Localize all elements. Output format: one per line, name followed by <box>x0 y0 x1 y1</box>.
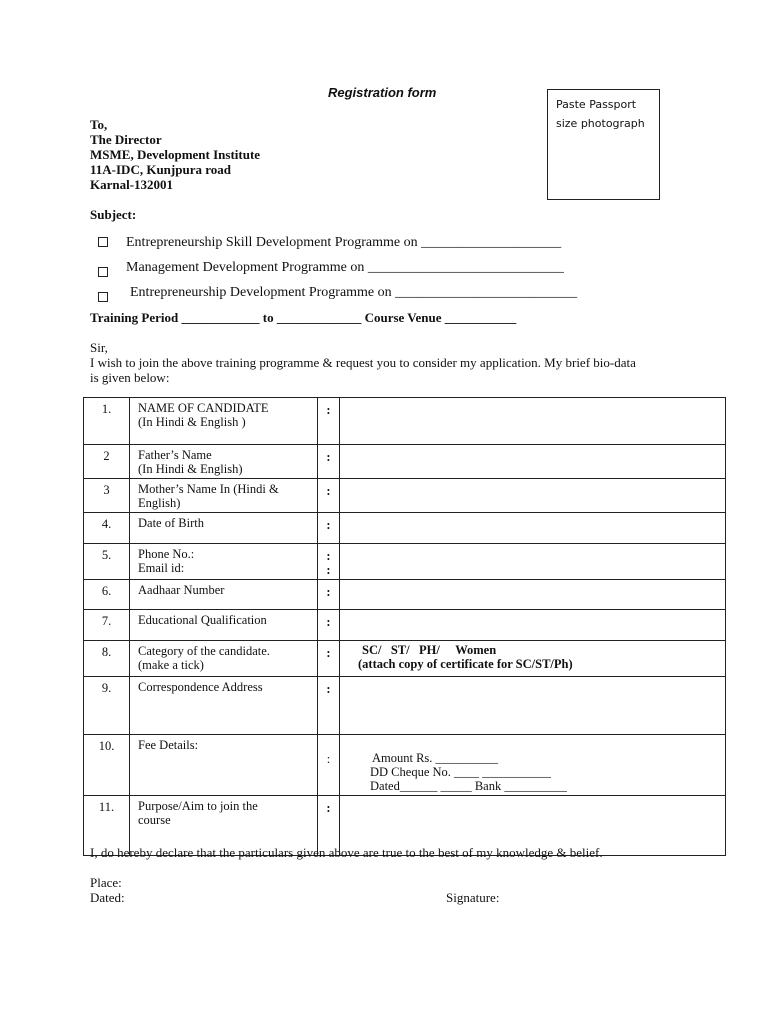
address-line3: 11A-IDC, Kunjpura road <box>90 162 231 177</box>
passport-photo-box[interactable] <box>547 89 660 200</box>
row-colon: : <box>318 513 340 544</box>
programme-2-label: Management Development Programme on ____________________________ <box>126 260 564 275</box>
form-title: Registration form <box>328 85 437 100</box>
row-number: 1. <box>84 398 130 445</box>
row-colon: : <box>318 580 340 610</box>
row-label: Category of the candidate. (make a tick) <box>130 641 318 677</box>
fee-amount: Amount Rs. __________ <box>372 751 499 765</box>
subject-label: Subject: <box>90 207 137 222</box>
table-row <box>84 544 726 580</box>
programme-2-checkbox[interactable] <box>98 267 108 277</box>
row-colon: : <box>318 610 340 641</box>
row-number: 6. <box>84 580 130 610</box>
row-label: NAME OF CANDIDATE (In Hindi & English ) <box>130 398 318 445</box>
father-name-field[interactable] <box>340 445 726 479</box>
row-label: Phone No.: Email id: <box>130 544 318 580</box>
table-row <box>84 479 726 513</box>
row-number: 5. <box>84 544 130 580</box>
address-to: To, <box>90 117 108 132</box>
qualification-field[interactable] <box>340 610 726 641</box>
address-line2: MSME, Development Institute <box>90 147 261 162</box>
letter-body <box>90 340 636 385</box>
training-to-label: to _____________ <box>262 310 362 325</box>
row-number: 4. <box>84 513 130 544</box>
row-label: Mother’s Name In (Hindi & English) <box>130 479 318 513</box>
category-note: (attach copy of certificate for SC/ST/Ph) <box>358 657 573 671</box>
table-row <box>84 677 726 735</box>
row-number: 8. <box>84 641 130 677</box>
row-number: 2 <box>84 445 130 479</box>
row-colon: : <box>318 735 340 796</box>
programme-3-label: Entrepreneurship Development Programme on __________________________ <box>130 285 578 300</box>
table-row <box>84 641 726 677</box>
row-colon: : <box>318 479 340 513</box>
letter-line2: is given below: <box>90 370 170 385</box>
address-line1: The Director <box>90 132 162 147</box>
fee-dated-bank: Dated______ _____ Bank __________ <box>370 779 567 793</box>
table-row <box>84 580 726 610</box>
address-line4: Karnal-132001 <box>90 177 174 192</box>
letter-line1: I wish to join the above training programme & request you to consider my application. My brief bio-data <box>90 355 636 370</box>
dated-label: Dated: <box>90 890 125 905</box>
fee-details-field[interactable] <box>340 735 726 796</box>
row-label: Fee Details: <box>130 735 318 796</box>
declaration: I, do hereby declare that the particulars given above are true to the best of my knowledge & belief. <box>90 845 603 860</box>
programme-1-checkbox[interactable] <box>98 237 108 247</box>
row-number: 11. <box>84 796 130 856</box>
name-field[interactable] <box>340 398 726 445</box>
row-colon: : <box>318 398 340 445</box>
row-label: Purpose/Aim to join the course <box>130 796 318 856</box>
address-field[interactable] <box>340 677 726 735</box>
table-row <box>84 398 726 445</box>
row-number: 7. <box>84 610 130 641</box>
salutation: Sir, <box>90 340 108 355</box>
row-colon: : <box>318 641 340 677</box>
row-colon: : : <box>318 544 340 580</box>
date-of-birth-field[interactable] <box>340 513 726 544</box>
programme-3-checkbox[interactable] <box>98 292 108 302</box>
recipient-address <box>90 117 260 192</box>
category-options: SC/ ST/ PH/ Women <box>362 643 497 657</box>
row-label: Educational Qualification <box>130 610 318 641</box>
course-venue-label: Course Venue ___________ <box>364 310 517 325</box>
row-label: Correspondence Address <box>130 677 318 735</box>
table-row <box>84 445 726 479</box>
place-label: Place: <box>90 875 122 890</box>
aadhaar-field[interactable] <box>340 580 726 610</box>
signature-label: Signature: <box>446 890 500 905</box>
programme-1-label: Entrepreneurship Skill Development Programme on ____________________ <box>126 235 562 250</box>
phone-email-field[interactable] <box>340 544 726 580</box>
row-label: Father’s Name (In Hindi & English) <box>130 445 318 479</box>
row-colon: : <box>318 445 340 479</box>
row-label: Date of Birth <box>130 513 318 544</box>
photo-box-text-line1: Paste Passport <box>556 98 637 111</box>
fee-dd-cheque: DD Cheque No. ____ ___________ <box>370 765 551 779</box>
place-dated <box>90 875 125 905</box>
category-field[interactable] <box>340 641 726 677</box>
row-number: 10. <box>84 735 130 796</box>
row-number: 3 <box>84 479 130 513</box>
table-row <box>84 735 726 796</box>
training-period-line <box>90 310 516 326</box>
row-colon: : <box>318 796 340 856</box>
row-number: 9. <box>84 677 130 735</box>
mother-name-field[interactable] <box>340 479 726 513</box>
photo-box-text-line2: size photograph <box>556 117 645 130</box>
row-colon: : <box>318 677 340 735</box>
training-period-label: Training Period ____________ <box>90 310 260 325</box>
table-row <box>84 610 726 641</box>
bio-data-table <box>83 397 726 856</box>
table-row <box>84 513 726 544</box>
row-label: Aadhaar Number <box>130 580 318 610</box>
